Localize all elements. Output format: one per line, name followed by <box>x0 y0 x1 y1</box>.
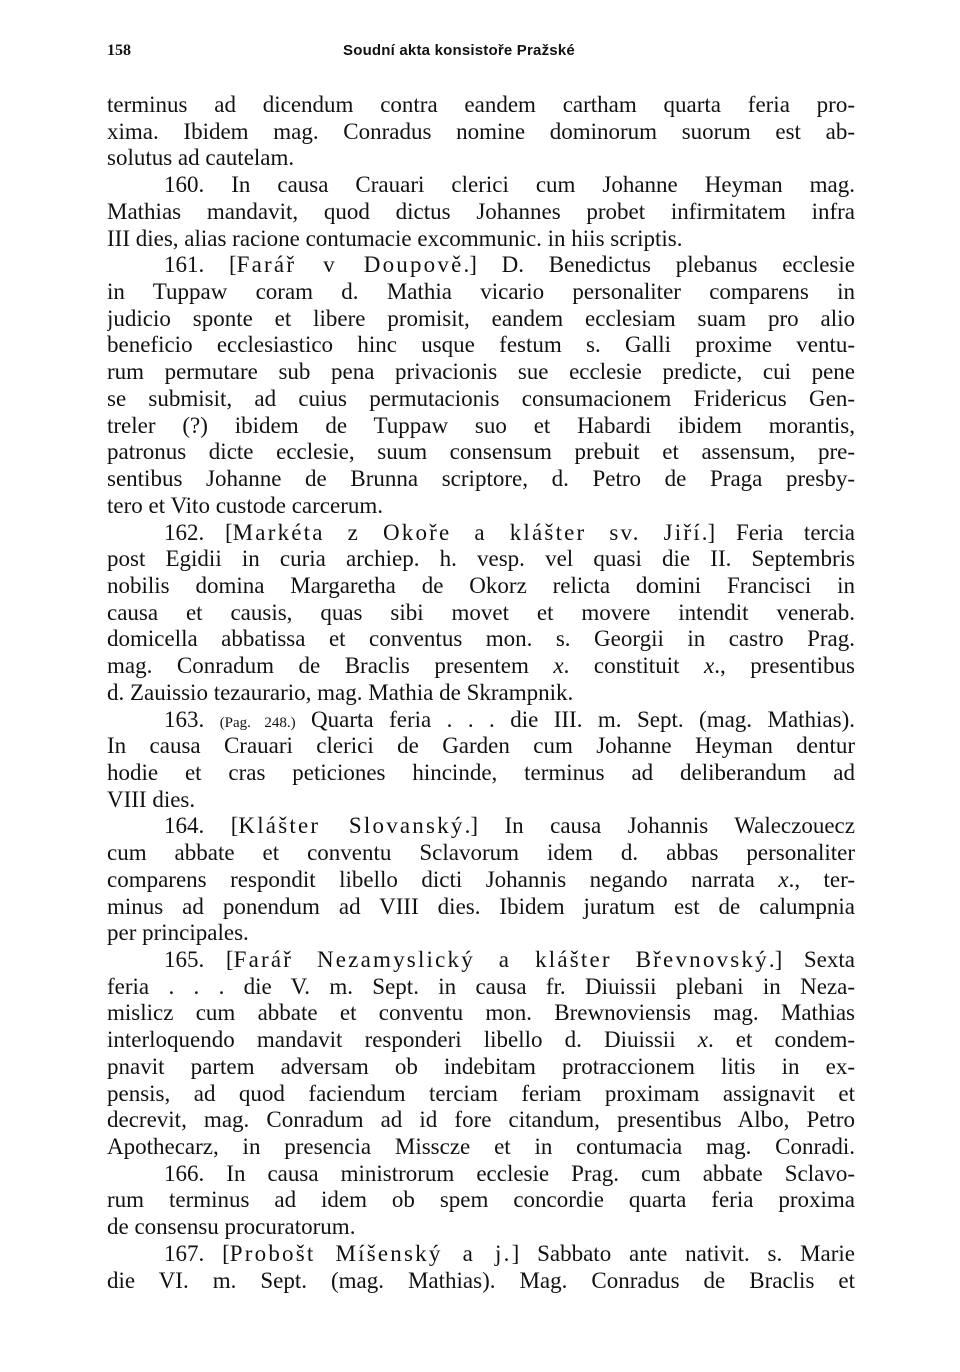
text-line <box>107 332 855 359</box>
text-line <box>107 707 855 734</box>
running-head: Soudní akta konsistoře Pražské <box>343 42 575 59</box>
text-run: beneficio ecclesiastico hinc usque festum s. Galli proxime ventu- <box>107 332 855 358</box>
body-text <box>107 92 855 1294</box>
text-run: tero et Vito custode carcerum. <box>107 492 383 518</box>
text-run: de consensu procuratorum. <box>107 1214 356 1240</box>
text-line <box>107 840 855 867</box>
text-run: minus ad ponendum ad VIII dies. Ibidem juratum est de calumpnia <box>107 893 855 919</box>
text-line <box>107 1268 855 1295</box>
italic-mark: x <box>697 1027 708 1053</box>
text-run: .] Sexta <box>768 947 855 972</box>
text-run: nobilis domina Margaretha de Okorz relicta domini Francisci in <box>107 572 855 598</box>
text-line <box>107 626 855 653</box>
text-line <box>107 359 855 386</box>
text-run: 164. [ <box>164 813 239 839</box>
text-run: solutus ad cautelam. <box>107 145 295 171</box>
spaced-heading: Klášter Slovanský <box>238 813 465 839</box>
text-line <box>107 1081 855 1108</box>
text-line <box>107 520 855 547</box>
text-line <box>107 787 855 814</box>
text-line <box>107 439 855 466</box>
text-line <box>107 493 855 520</box>
text-line <box>107 145 855 172</box>
text-run: die VI. m. Sept. (mag. Mathias). Mag. Conradus de Braclis et <box>107 1267 855 1293</box>
text-run: .] D. Benedictus plebanus ecclesie <box>463 252 855 278</box>
text-run: decrevit, mag. Conradum ad id fore citandum, presentibus Albo, Petro <box>107 1107 855 1133</box>
text-run: ., presentibus <box>714 653 855 679</box>
text-run: post Egidii in curia archiep. h. vesp. vel quasi die II. Septembris <box>107 546 855 572</box>
text-line <box>107 760 855 787</box>
text-line <box>107 1000 855 1027</box>
text-line <box>107 92 855 119</box>
spaced-heading: Probošt Míšenský a j. <box>229 1240 512 1266</box>
text-run: judicio sponte et libere promisit, eandem ecclesiam suam pro alio <box>107 305 855 331</box>
text-run: patronus dicte ecclesie, suum consensum prebuit et assensum, pre- <box>107 439 855 465</box>
text-line <box>107 386 855 413</box>
text-run: d. Zauissio tezaurario, mag. Mathia de Skrampnik. <box>107 679 574 705</box>
text-run: In causa Crauari clerici de Garden cum Johanne Heyman dentur <box>107 733 855 759</box>
text-line <box>107 1107 855 1134</box>
text-run: comparens respondit libello dicti Johannis negando narrata <box>107 866 779 892</box>
text-line <box>107 1161 855 1188</box>
text-line <box>107 413 855 440</box>
text-line <box>107 1214 855 1241</box>
text-run: se submisit, ad cuius permutacionis consumacionem Fridericus Gen- <box>107 385 855 411</box>
page-reference: (Pag. 248.) <box>219 714 296 731</box>
spaced-heading: Farář v Doupově <box>236 252 464 278</box>
text-run: ] Sabbato ante nativit. s. Marie <box>511 1240 855 1266</box>
text-run: III dies, alias racione contumacie excommunic. in hiis scriptis. <box>107 225 683 251</box>
text-run: cum abbate et conventu Sclavorum idem d. abbas personaliter <box>107 840 855 866</box>
text-run: interloquendo mandavit responderi libello d. Diuissii <box>107 1027 698 1053</box>
text-run: Mathias mandavit, quod dictus Johannes probet infirmitatem infra <box>107 198 855 224</box>
text-line <box>107 1027 855 1054</box>
text-run: ., ter- <box>788 866 855 892</box>
text-line <box>107 867 855 894</box>
text-line <box>107 653 855 680</box>
page-header <box>107 42 857 66</box>
text-line <box>107 947 855 974</box>
text-line <box>107 1134 855 1161</box>
text-run: .] Feria tercia <box>701 519 855 545</box>
text-run: xima. Ibidem mag. Conradus nomine dominorum suorum est ab- <box>107 118 855 144</box>
text-run: 165. [ <box>164 947 234 972</box>
text-run: 161. [ <box>164 252 237 278</box>
text-run: domicella abbatissa et conventus mon. s. Georgii in castro Prag. <box>107 626 855 652</box>
text-run: Quarta feria . . . die III. m. Sept. (mag. Mathias). <box>295 706 855 732</box>
text-line <box>107 306 855 333</box>
text-run: Apothecarz, in presencia Misscze et in contumacia mag. Conradi. <box>107 1134 855 1160</box>
text-line <box>107 974 855 1001</box>
text-line <box>107 920 855 947</box>
text-line <box>107 199 855 226</box>
text-run: rum permutare sub pena privacionis sue ecclesie predicte, cui pene <box>107 359 855 385</box>
text-run: 163. <box>164 706 220 732</box>
text-run: pensis, ad quod faciendum terciam feriam proximam assignavit et <box>107 1080 855 1106</box>
text-line <box>107 1241 855 1268</box>
text-line <box>107 813 855 840</box>
text-line <box>107 1054 855 1081</box>
text-line <box>107 680 855 707</box>
italic-mark: x <box>778 866 789 892</box>
text-line <box>107 573 855 600</box>
italic-mark: x <box>553 653 564 679</box>
text-line <box>107 546 855 573</box>
text-run: .] In causa Johannis Waleczouecz <box>464 813 855 839</box>
text-line <box>107 894 855 921</box>
page-number: 158 <box>107 42 131 59</box>
text-run: 160. In causa Crauari clerici cum Johanne Heyman mag. <box>164 172 855 198</box>
text-run: feria . . . die V. m. Sept. in causa fr. Diuissii plebani in Neza- <box>107 973 855 999</box>
italic-mark: x <box>704 653 715 679</box>
text-line <box>107 600 855 627</box>
text-run: VIII dies. <box>107 786 196 812</box>
text-run: 167. [ <box>164 1240 230 1266</box>
text-run: . et condem- <box>707 1027 855 1053</box>
text-run: sentibus Johanne de Brunna scriptore, d. Petro de Praga presby- <box>107 466 855 492</box>
text-run: causa et causis, quas sibi movet et movere intendit venerab. <box>107 599 855 625</box>
text-run: terminus ad dicendum contra eandem cartham quarta feria pro- <box>107 92 855 117</box>
text-run: hodie et cras peticiones hincinde, terminus ad deliberandum ad <box>107 759 855 785</box>
text-run: treler (?) ibidem de Tuppaw suo et Habardi ibidem morantis, <box>107 412 855 438</box>
spaced-heading: Markéta z Okoře a klášter sv. Jiří <box>232 519 702 545</box>
text-line <box>107 172 855 199</box>
text-run: rum terminus ad idem ob spem concordie quarta feria proxima <box>107 1187 855 1213</box>
text-line <box>107 1187 855 1214</box>
text-line <box>107 466 855 493</box>
text-line <box>107 119 855 146</box>
text-run: . constituit <box>563 653 704 679</box>
spaced-heading: Farář Nezamyslický a klášter Břevnovský <box>233 947 769 972</box>
text-run: pnavit partem adversam ob indebitam protraccionem litis in ex- <box>107 1053 855 1079</box>
text-line <box>107 733 855 760</box>
text-run: 166. In causa ministrorum ecclesie Prag. cum abbate Sclavo- <box>164 1160 855 1186</box>
text-run: mag. Conradum de Braclis presentem <box>107 653 554 679</box>
text-run: mislicz cum abbate et conventu mon. Brewnoviensis mag. Mathias <box>107 1000 855 1026</box>
text-run: per principales. <box>107 920 249 946</box>
text-line <box>107 279 855 306</box>
text-run: 162. [ <box>164 519 233 545</box>
text-run: in Tuppaw coram d. Mathia vicario personaliter comparens in <box>107 279 855 305</box>
text-line <box>107 252 855 279</box>
text-line <box>107 226 855 253</box>
